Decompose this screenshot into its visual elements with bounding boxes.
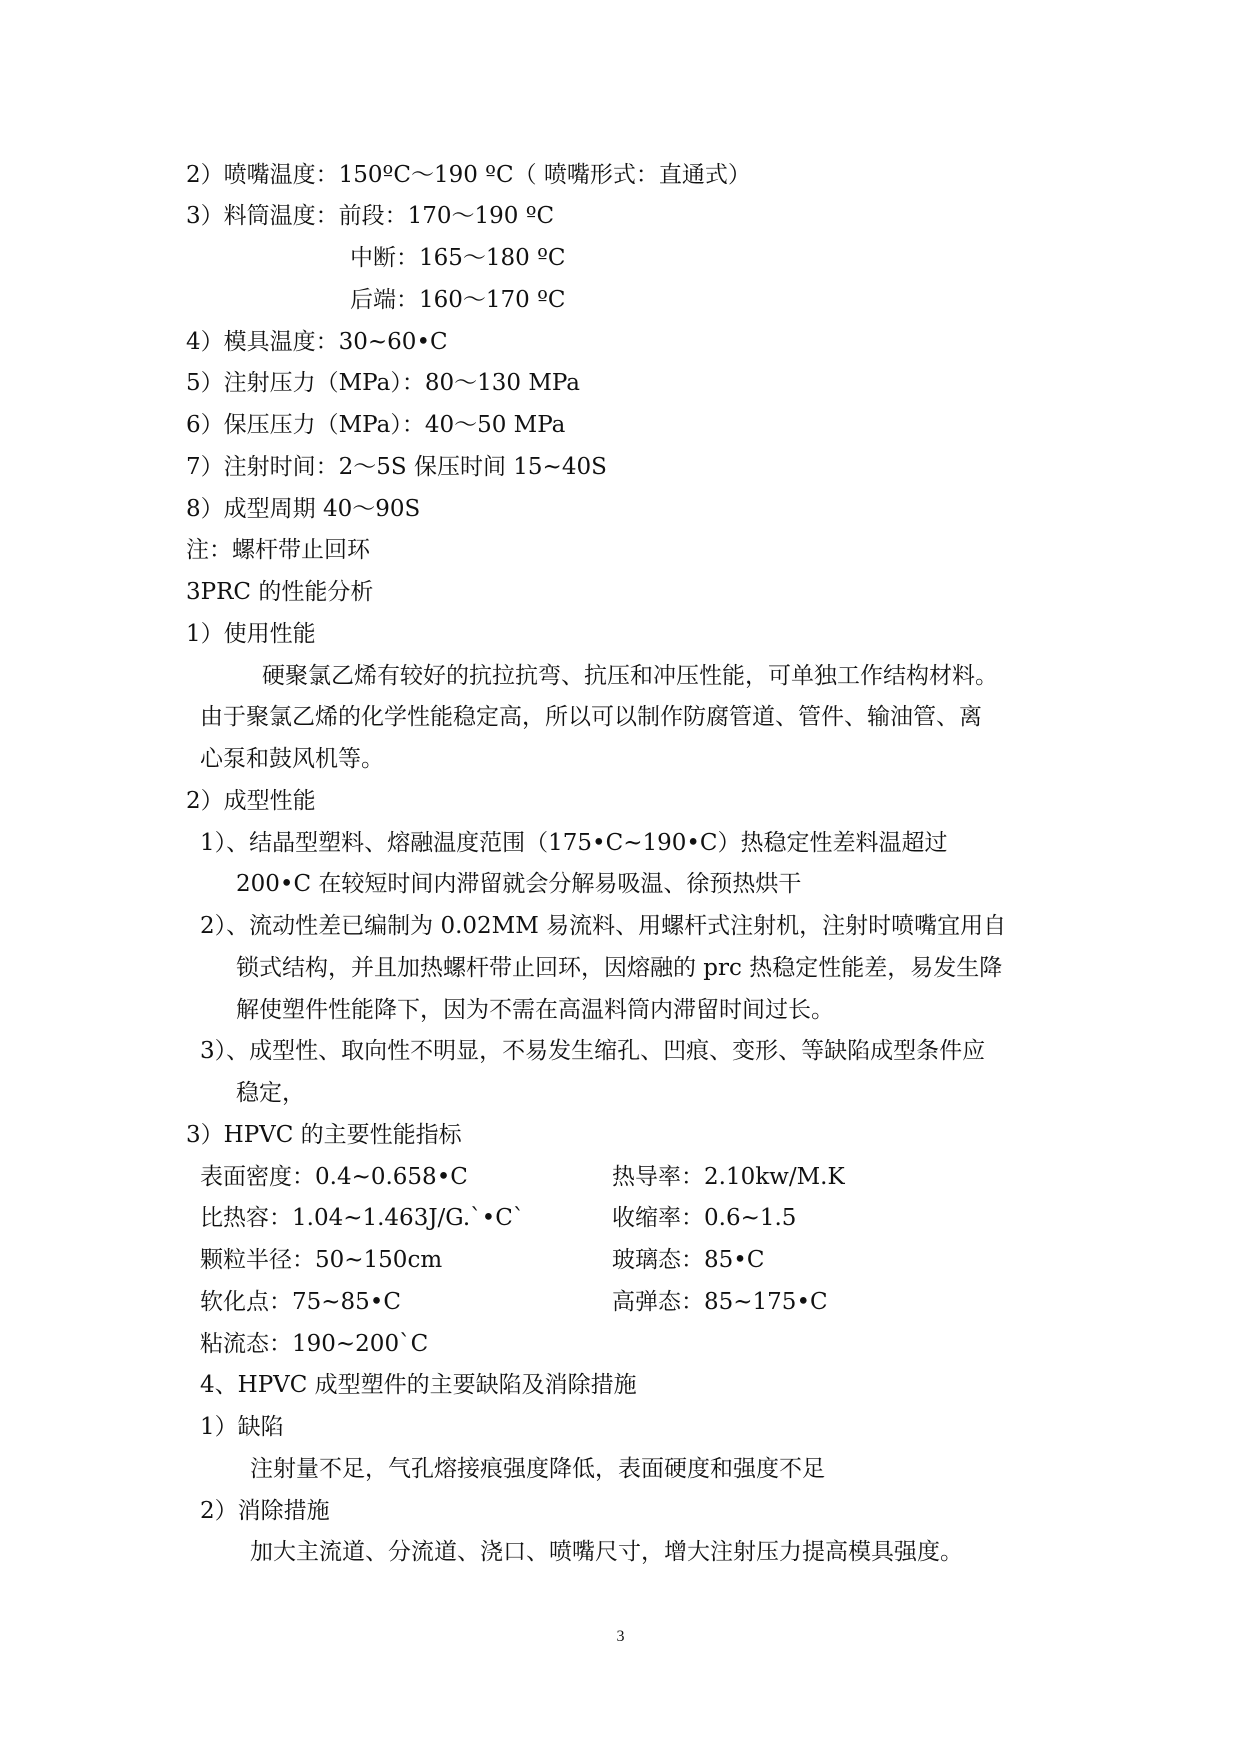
list-item: 2）、流动性差已编制为 0.02MM 易流料、用螺杆式注射机，注射时喷嘴宜用自 <box>200 913 1007 939</box>
section-heading: 3PRC 的性能分析 <box>186 579 374 605</box>
text-line: 3）料筒温度：前段：170～190 ºC <box>186 203 555 229</box>
section-heading: 4、HPVC 成型塑件的主要缺陷及消除措施 <box>200 1372 637 1398</box>
property-label: 玻璃态：85•C <box>612 1247 765 1273</box>
paragraph-line: 注射量不足，气孔熔接痕强度降低，表面硬度和强度不足 <box>250 1456 825 1482</box>
property-label: 比热容：1.04~1.463J/G.`•C` <box>200 1205 525 1231</box>
property-label: 颗粒半径：50~150cm <box>200 1247 443 1273</box>
text-line: 中断：165～180 ºC <box>350 245 566 271</box>
text-line: 5）注射压力（MPa）：80～130 MPa <box>186 370 581 396</box>
list-item: 1）、结晶型塑料、熔融温度范围（175•C~190•C）热稳定性差料温超过 <box>200 830 948 856</box>
list-item-continuation: 解使塑件性能降下，因为不需在高温料筒内滞留时间过长。 <box>236 997 834 1023</box>
list-item-continuation: 200•C 在较短时间内滞留就会分解易吸温、徐预热烘干 <box>236 871 802 897</box>
text-line: 1）缺陷 <box>200 1414 284 1440</box>
list-item-continuation: 锁式结构，并且加热螺杆带止回环，因熔融的 prc 热稳定性能差，易发生降 <box>236 955 1003 981</box>
property-label: 高弹态：85~175•C <box>612 1289 828 1315</box>
text-line: 2）成型性能 <box>186 788 316 814</box>
paragraph-line: 加大主流道、分流道、浇口、喷嘴尺寸，增大注射压力提高模具强度。 <box>250 1539 963 1565</box>
paragraph-line: 硬聚氯乙烯有较好的抗拉抗弯、抗压和冲压性能，可单独工作结构材料。 <box>262 663 998 689</box>
page-number: 3 <box>616 1628 625 1645</box>
paragraph-line: 由于聚氯乙烯的化学性能稳定高，所以可以制作防腐管道、管件、输油管、离 <box>200 704 982 730</box>
list-item-continuation: 稳定， <box>236 1080 305 1106</box>
text-line: 8）成型周期 40～90S <box>186 496 421 522</box>
property-label: 粘流态：190~200`C <box>200 1331 429 1357</box>
text-line: 2）消除措施 <box>200 1498 330 1524</box>
text-line: 2）喷嘴温度：150ºC～190 ºC（ 喷嘴形式：直通式） <box>186 162 751 188</box>
list-item: 3）、成型性、取向性不明显，不易发生缩孔、凹痕、变形、等缺陷成型条件应 <box>200 1038 986 1064</box>
text-line: 后端：160～170 ºC <box>350 287 566 313</box>
property-label: 软化点：75~85•C <box>200 1289 401 1315</box>
property-label: 热导率：2.10kw/M.K <box>612 1164 845 1190</box>
text-line: 1）使用性能 <box>186 621 316 647</box>
text-line: 6）保压压力（MPa）：40～50 MPa <box>186 412 566 438</box>
text-line: 注：螺杆带止回环 <box>186 537 370 563</box>
property-label: 表面密度：0.4~0.658•C <box>200 1164 468 1190</box>
paragraph-line: 心泵和鼓风机等。 <box>200 746 384 772</box>
section-heading: 3）HPVC 的主要性能指标 <box>186 1122 462 1148</box>
text-line: 7）注射时间：2～5S 保压时间 15~40S <box>186 454 607 480</box>
text-line: 4）模具温度：30~60•C <box>186 329 448 355</box>
property-label: 收缩率：0.6~1.5 <box>612 1205 797 1231</box>
